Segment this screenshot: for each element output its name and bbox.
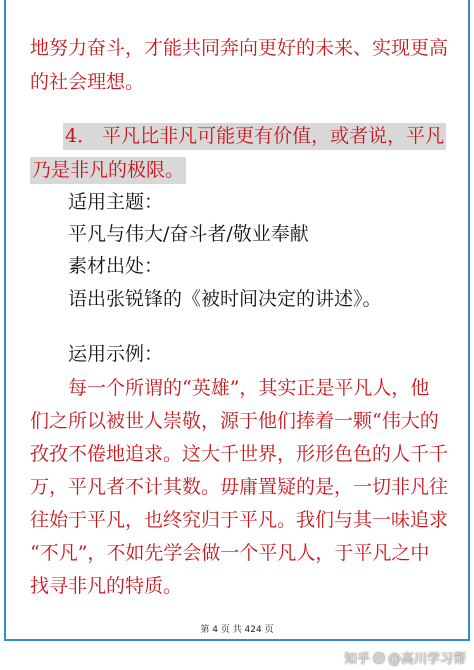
example-line-7: 找寻非凡的特质。 — [30, 575, 183, 597]
quote-highlight-2: 乃是非凡的极限。 — [30, 157, 186, 184]
watermark-site: 知乎 — [343, 652, 370, 667]
example-line-5: 往始于平凡，也终究归于平凡。我们与其一味追求 — [30, 509, 449, 531]
page-footer: 第 4 页 共 424 页 — [200, 625, 274, 635]
example-heading: 运用示例： — [68, 343, 164, 365]
watermark-account: @高川学习帮 — [387, 652, 466, 667]
quote-highlight-1: 4． 平凡比非凡可能更有价值，或者说，平凡 — [63, 123, 446, 150]
theme-text: 平凡与伟大/奋斗者/敬业奉献 — [68, 223, 309, 245]
theme-heading: 适用主题： — [68, 191, 164, 213]
intro-line-2: 的社会理想。 — [30, 71, 145, 93]
example-line-2: 们之所以被世人崇敬，源于他们捧着一颗“伟大的 — [30, 410, 439, 432]
source-text: 语出张锐锋的《被时间决定的讲述》。 — [68, 288, 382, 310]
quote-line-2 — [30, 158, 186, 182]
example-line-6: “不凡”，不如先学会做一个平凡人，于平凡之中 — [30, 542, 430, 564]
example-line-1: 每一个所谓的“英雄”，其实正是平凡人，他 — [68, 377, 430, 399]
example-line-4: 万，平凡者不计其数。毋庸置疑的是，一切非凡往 — [30, 476, 449, 498]
example-line-3: 孜孜不倦地追求。这大千世界，形形色色的人千千 — [30, 443, 449, 465]
watermark — [344, 648, 466, 667]
quote-line-1 — [63, 124, 446, 148]
source-heading: 素材出处： — [68, 255, 164, 277]
watermark-badge-icon — [373, 652, 385, 664]
intro-line-1: 地努力奋斗，才能共同奔向更好的未来、实现更高 — [30, 37, 449, 59]
